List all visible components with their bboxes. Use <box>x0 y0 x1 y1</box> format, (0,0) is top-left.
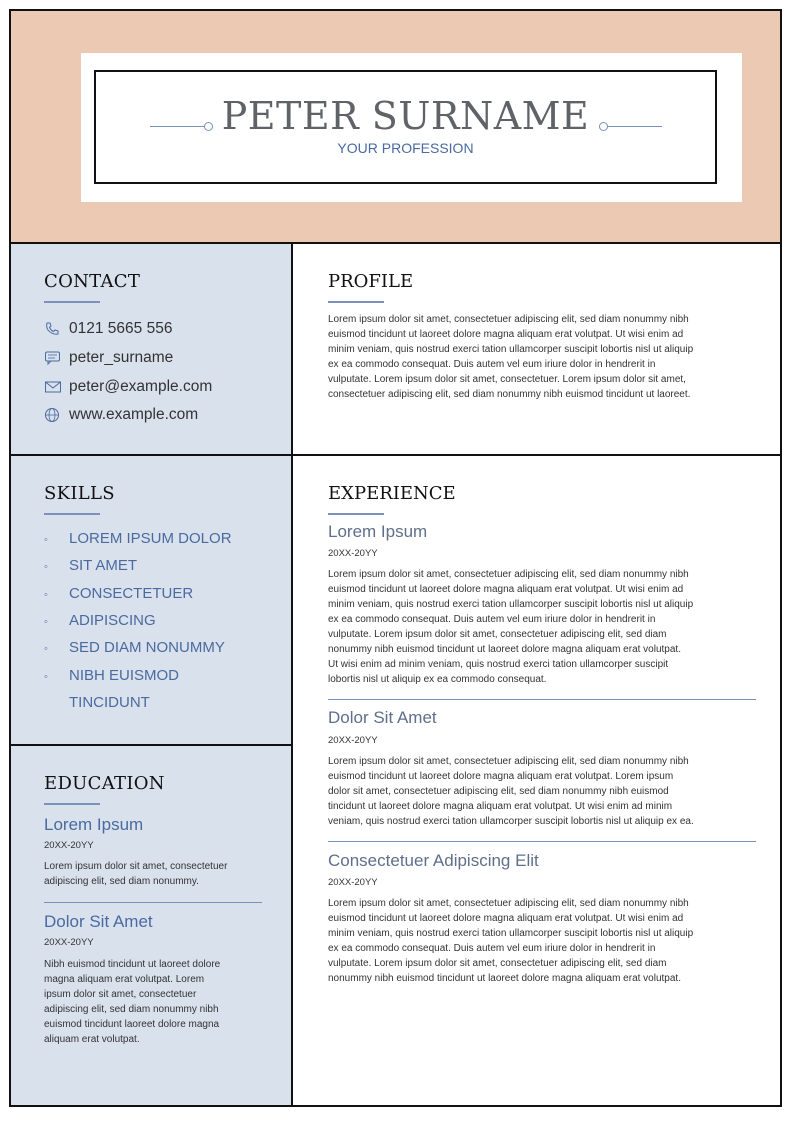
job-divider <box>328 841 756 842</box>
contact-email[interactable] <box>44 378 212 396</box>
education-underline <box>44 803 100 805</box>
header-panel <box>81 53 742 202</box>
job-date: 20XX-20YY <box>328 548 378 559</box>
skill-item: ◦ LOREM IPSUM DOLOR <box>44 530 232 547</box>
skills-underline <box>44 513 100 515</box>
job-description: Lorem ipsum dolor sit amet, consectetuer adipiscing elit, sed diam nonummy nibh euismod tincidunt ut laoreet dolore magna aliquam erat volutpat. Lorem ipsum dolor sit amet, consectetuer adipiscing elit, sed diam nonummy nibh euismod tincidunt ut laoreet dolore magna aliquam erat volutpat. Ut wisi enim ad minim veniam, quis nostrud exerci tation ullamcorper suscipit lobortis nisl ut aliquip ex ea. <box>328 756 694 827</box>
skills-section <box>11 456 291 746</box>
resume-page <box>9 9 782 1107</box>
education-entry-date: 20XX-20YY <box>44 840 94 851</box>
job-divider <box>328 699 756 700</box>
contact-website[interactable] <box>44 406 198 424</box>
job-title: Consectetuer Adipiscing Elit <box>328 851 539 870</box>
skill-item: ◦ NIBH EUISMOD <box>44 667 180 684</box>
skill-item-continued: TINCIDUNT <box>69 694 150 711</box>
person-name: PETER SURNAME <box>221 94 590 138</box>
profile-section <box>293 244 782 456</box>
experience-underline <box>328 513 384 515</box>
job-description: Lorem ipsum dolor sit amet, consectetuer adipiscing elit, sed diam nonummy nibh euismod tincidunt ut laoreet dolore magna aliquam erat volutpat. Ut wisi enim ad minim veniam, quis nostrud exerci tation ullamcorper suscipit lobortis nisl ut aliquip ex ea commodo consequat. Duis autem vel eum iriure dolor in hendrerit in vulputate. Lorem ipsum dolor sit amet, consectetuer adipiscing elit, sed diam nonummy nibh euismod tincidunt ut laoreet dolore magna aliquam erat volutpat. <box>328 898 694 984</box>
education-entry-title: Dolor Sit Amet <box>44 912 153 931</box>
education-divider <box>44 902 262 903</box>
contact-section <box>11 244 291 456</box>
contact-underline <box>44 301 100 303</box>
profile-heading: PROFILE <box>328 271 414 292</box>
profession: YOUR PROFESSION <box>337 140 474 156</box>
job-title: Dolor Sit Amet <box>328 708 437 727</box>
contact-phone[interactable] <box>44 320 172 338</box>
skill-item: ◦ CONSECTETUER <box>44 585 194 602</box>
job-date: 20XX-20YY <box>328 735 378 746</box>
bullet-icon: ◦ <box>44 589 48 601</box>
bullet-icon: ◦ <box>44 561 48 573</box>
experience-heading: EXPERIENCE <box>328 483 456 504</box>
bullet-icon: ◦ <box>44 643 48 655</box>
contact-chat[interactable] <box>44 349 173 367</box>
header-banner <box>11 11 780 244</box>
education-entry-date: 20XX-20YY <box>44 937 94 948</box>
education-heading: EDUCATION <box>44 773 165 794</box>
experience-section <box>293 456 782 1105</box>
bullet-icon: ◦ <box>44 534 48 546</box>
education-entry-description: Lorem ipsum dolor sit amet, consectetuer adipiscing elit, sed diam nonummy. <box>44 861 228 887</box>
chat-handle-text: peter_surname <box>69 349 174 366</box>
profile-text: Lorem ipsum dolor sit amet, consectetuer adipiscing elit, sed diam nonummy nibh euismod tincidunt ut laoreet dolore magna aliquam erat volutpat. Ut wisi enim ad minim veniam, quis nostrud exerci tation ullamcorper suscipit lobortis nisl ut aliquip ex ea commodo consequat. Duis autem vel eum iriure dolor in hendrerit in vulputate. Lorem ipsum dolor sit amet, consectetuer. Lorem ipsum dolor sit amet, consectetuer adipiscing elit, sed diam nonummy nibh euismod tincidunt ut laoreet. <box>328 314 694 400</box>
bullet-icon: ◦ <box>44 671 48 683</box>
contact-heading: CONTACT <box>44 271 141 292</box>
email-text: peter@example.com <box>69 378 213 395</box>
education-entry-description: Nibh euismod tincidunt ut laoreet dolore magna aliquam erat volutpat. Lorem ipsum dolor sit amet, consectetuer adipiscing elit, sed diam nonummy nibh euismod tincidunt laoreet dolore magna aliquam erat volutpat. <box>44 959 221 1045</box>
job-title: Lorem Ipsum <box>328 522 428 541</box>
chat-icon <box>44 350 62 366</box>
email-icon <box>44 379 62 395</box>
skill-item: ◦ ADIPISCING <box>44 612 156 629</box>
globe-icon <box>44 407 62 423</box>
phone-text: 0121 5665 556 <box>69 320 173 337</box>
education-entry-title: Lorem Ipsum <box>44 815 144 834</box>
education-section <box>11 746 291 1105</box>
name-box <box>94 70 717 184</box>
main-column <box>293 244 782 1105</box>
profile-underline <box>328 301 384 303</box>
phone-icon <box>44 321 62 337</box>
skills-heading: SKILLS <box>44 483 115 504</box>
website-text: www.example.com <box>69 406 199 423</box>
bullet-icon: ◦ <box>44 616 48 628</box>
skill-item: ◦ SED DIAM NONUMMY <box>44 639 225 656</box>
job-date: 20XX-20YY <box>328 877 378 888</box>
sidebar <box>11 244 293 1105</box>
job-description: Lorem ipsum dolor sit amet, consectetuer adipiscing elit, sed diam nonummy nibh euismod tincidunt ut laoreet dolore magna aliquam erat volutpat. Ut wisi enim ad minim veniam, quis nostrud exerci tation ullamcorper suscipit lobortis nisl ut aliquip ex ea commodo consequat. Duis autem vel eum iriure dolor in hendrerit in vulputate. Lorem ipsum dolor sit amet, consectetuer adipiscing elit, sed diam nonummy nibh euismod tincidunt ut laoreet dolore magna aliquam erat volutpat. Ut wisi enim ad minim veniam, quis nostrud exerci tation ullamcorper suscipit lobortis nisl ut aliquip ex ea commodo consequat. <box>328 569 694 685</box>
skill-item: ◦ SIT AMET <box>44 557 138 574</box>
